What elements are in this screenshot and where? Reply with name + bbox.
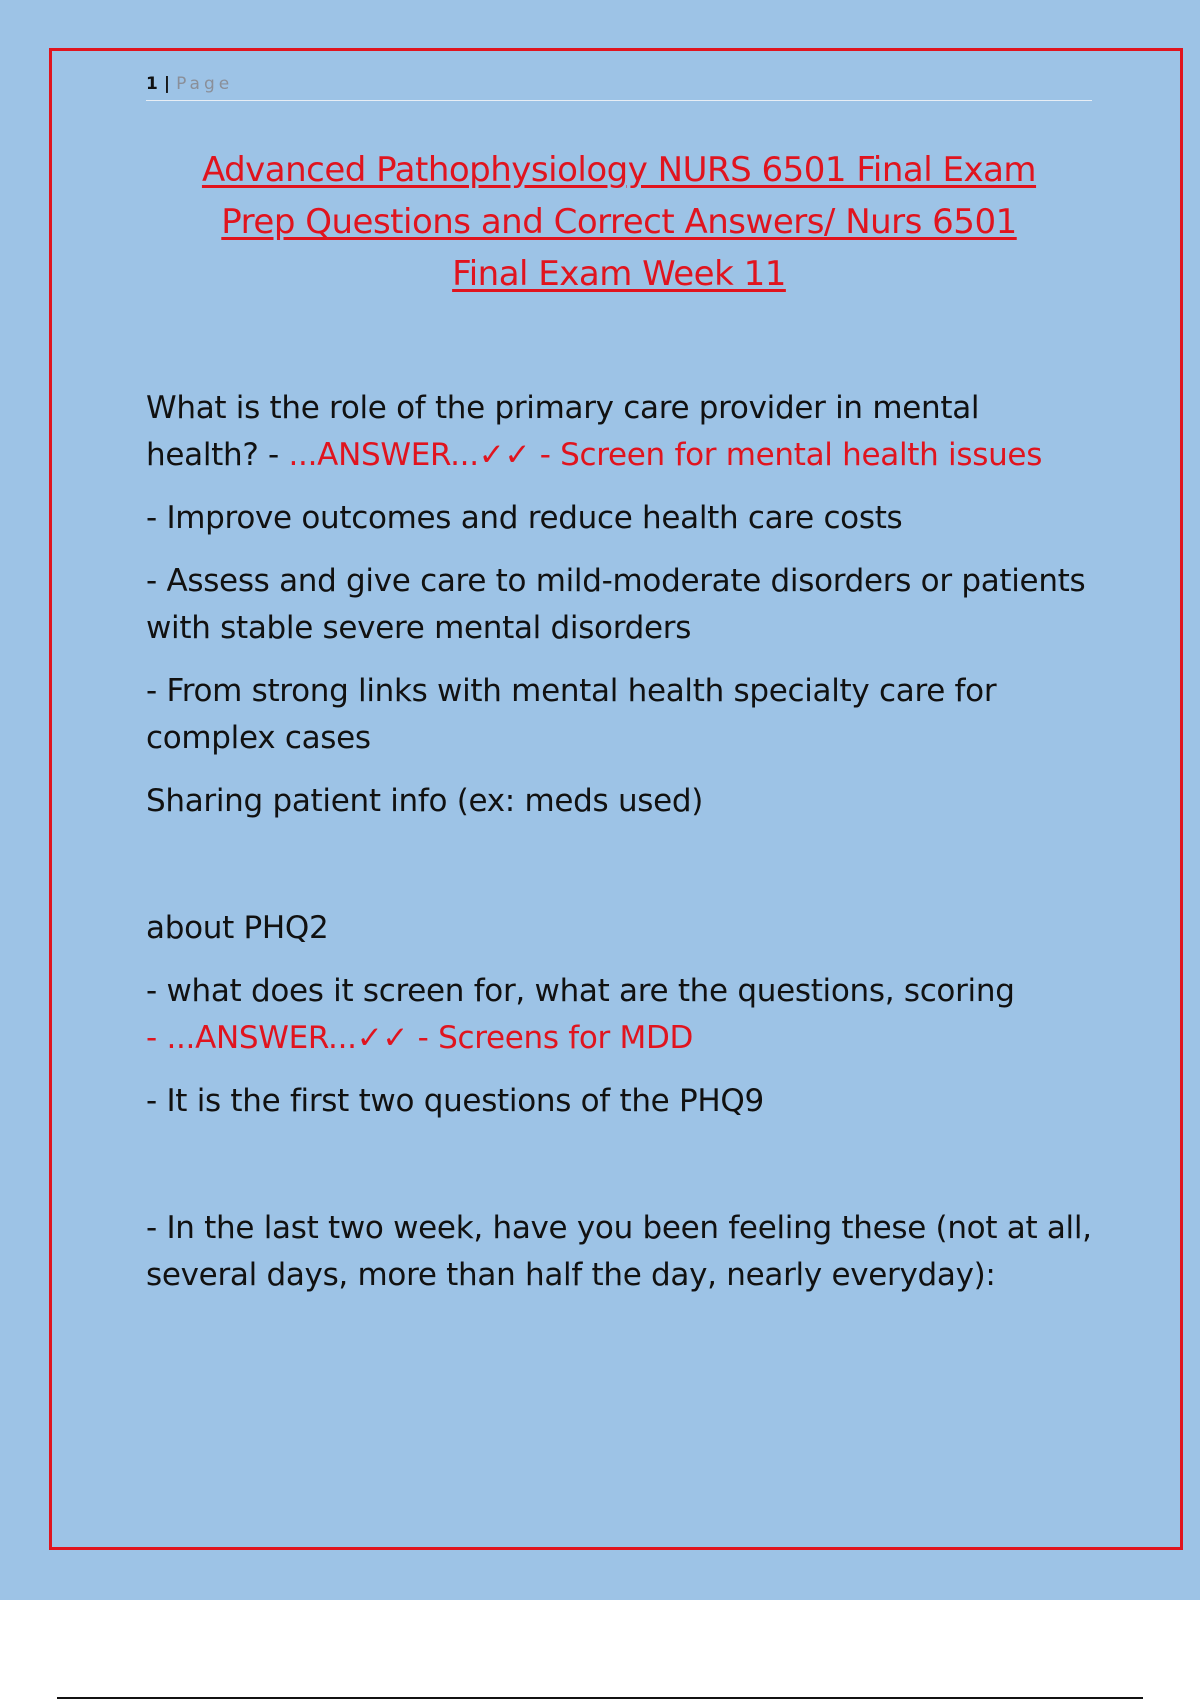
answer-marker: ...ANSWER...✓✓	[288, 437, 531, 473]
answer-1-point: - From strong links with mental health specialty care for complex cases	[146, 673, 997, 756]
spacer	[146, 1141, 1092, 1205]
answer-1-point: - Improve outcomes and reduce health care costs	[146, 500, 903, 536]
question-2-text: - what does it screen for, what are the questions, scoring	[146, 973, 1015, 1009]
document-body	[146, 385, 1092, 1315]
document-title	[146, 144, 1092, 300]
footer-rule	[57, 1697, 1143, 1699]
answer-marker: ...ANSWER...✓✓	[166, 1020, 409, 1056]
answer-prefix: -	[146, 1020, 157, 1056]
answer-1-point: - Assess and give care to mild-moderate disorders or patients with stable severe mental disorders	[146, 563, 1086, 646]
question-2	[146, 968, 1092, 1062]
answer-1-point: Sharing patient info (ex: meds used)	[146, 783, 704, 819]
spacer	[146, 841, 1092, 905]
answer-2-point: - In the last two week, have you been feeling these (not at all, several days, more than half the day, nearly everyday):	[146, 1210, 1092, 1293]
title-line-1: Advanced Pathophysiology NURS 6501 Final Exam	[201, 150, 1037, 190]
page-number: 1	[146, 74, 158, 94]
answer-2-point: - It is the first two questions of the PHQ9	[146, 1083, 764, 1119]
answer-2-text: - Screens for MDD	[417, 1020, 694, 1056]
answer-1-text: - Screen for mental health issues	[539, 437, 1043, 473]
title-line-3: Final Exam Week 11	[452, 254, 786, 294]
page-label: Page	[176, 74, 234, 94]
question-1-text: What is the role of the primary care provider in mental health? -	[146, 390, 980, 473]
question-1	[146, 385, 1092, 479]
question-2-heading: about PHQ2	[146, 910, 329, 946]
page-header	[146, 72, 1092, 101]
page-separator: |	[163, 74, 171, 94]
title-line-2: Prep Questions and Correct Answers/ Nurs 6501	[221, 202, 1017, 242]
